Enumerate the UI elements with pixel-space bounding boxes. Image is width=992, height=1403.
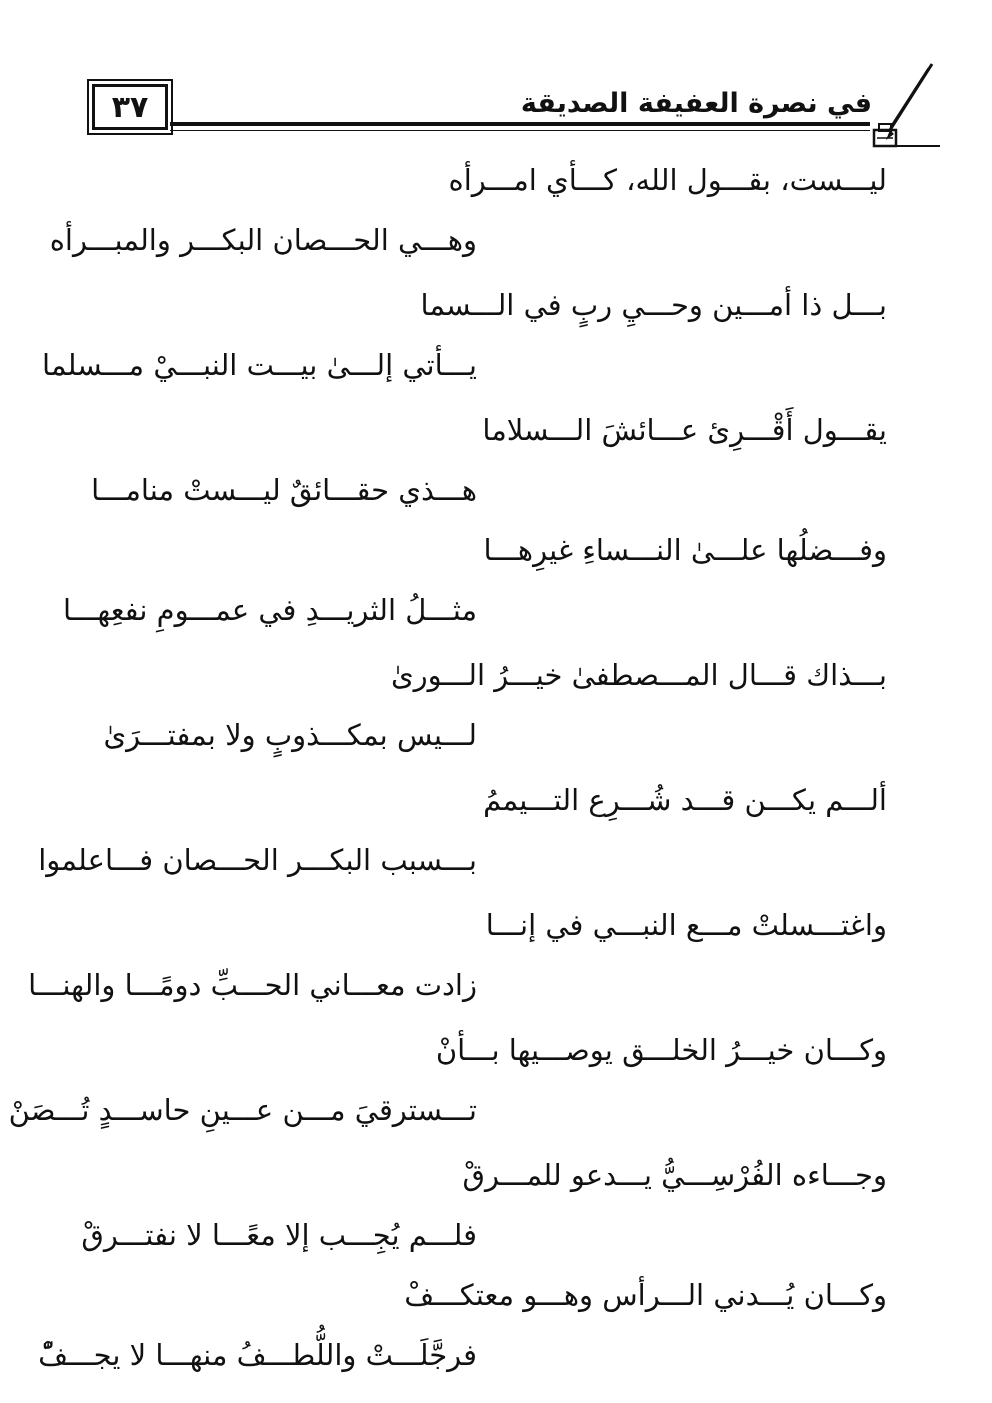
verse-left-hemistich: زادت معـــاني الحـــبِّ دومًـــا والهنـــا <box>28 968 477 1002</box>
book-title: في نصرة العفيفة الصديقة <box>520 88 872 119</box>
verse-left-hemistich: هـــذي حقـــائقٌ ليـــستْ منامـــا <box>91 473 477 507</box>
verse-right-hemistich: وفـــضلُها علـــىٰ النـــساءِ غيرِهـــا <box>483 533 887 567</box>
verse-right-hemistich: وكـــان خيـــرُ الخلـــق يوصـــيها بـــأنْ <box>435 1033 887 1067</box>
page-number: ٣٧ <box>92 84 168 130</box>
verse-left-hemistich: يـــأتي إلـــىٰ بيـــت النبـــيْ مـــسلما <box>42 348 477 382</box>
header-rule <box>170 122 870 126</box>
verse-right-hemistich: ليـــست، بقـــول الله، كـــأي امـــرأه <box>448 163 887 197</box>
verse-left-hemistich: مثـــلُ الثريـــدِ في عمـــومِ نفعِهـــا <box>63 593 477 627</box>
verse-left-hemistich: بـــسبب البكـــر الحـــصان فـــاعلموا <box>38 843 477 877</box>
page-header <box>70 60 940 150</box>
verse-right-hemistich: يقـــول أَقْـــرِئ عـــائشَ الـــسلاما <box>482 413 887 447</box>
verse-left-hemistich: فلـــم يُجِـــب إلا معًـــا لا نفتـــرقْ <box>81 1218 477 1252</box>
verse-left-hemistich: تـــسترقيَ مـــن عـــينِ حاســـدٍ تُـــصَنْ <box>8 1093 477 1127</box>
verse-right-hemistich: بـــل ذا أمـــين وحـــيِ ربٍ في الـــسما <box>420 288 887 322</box>
verse-right-hemistich: بـــذاك قـــال المـــصطفىٰ خيـــرُ الـــورىٰ <box>390 658 887 692</box>
verse-left-hemistich: وهـــي الحـــصان البكـــر والمبـــرأه <box>49 223 477 257</box>
verse-left-hemistich: لـــيس بمكـــذوبٍ ولا بمفتـــرَىٰ <box>103 718 477 752</box>
header-rule-thin <box>170 130 870 131</box>
verse-left-hemistich: فرجَّلَـــتْ واللُّطـــفُ منهـــا لا يجـــفّْ <box>38 1338 477 1372</box>
verse-right-hemistich: وكـــان يُـــدني الـــرأس وهـــو معتكـــفْ <box>404 1278 887 1312</box>
pen-inkwell-icon <box>870 60 940 150</box>
verse-right-hemistich: واغتـــسلتْ مـــع النبـــي في إنـــا <box>485 908 887 942</box>
verse-right-hemistich: وجـــاءه الفُرْسِـــيُّ يـــدعو للمـــرقْ <box>462 1158 887 1192</box>
verse-right-hemistich: ألـــم يكـــن قـــد شُـــرِع التـــيممُ <box>483 783 887 817</box>
